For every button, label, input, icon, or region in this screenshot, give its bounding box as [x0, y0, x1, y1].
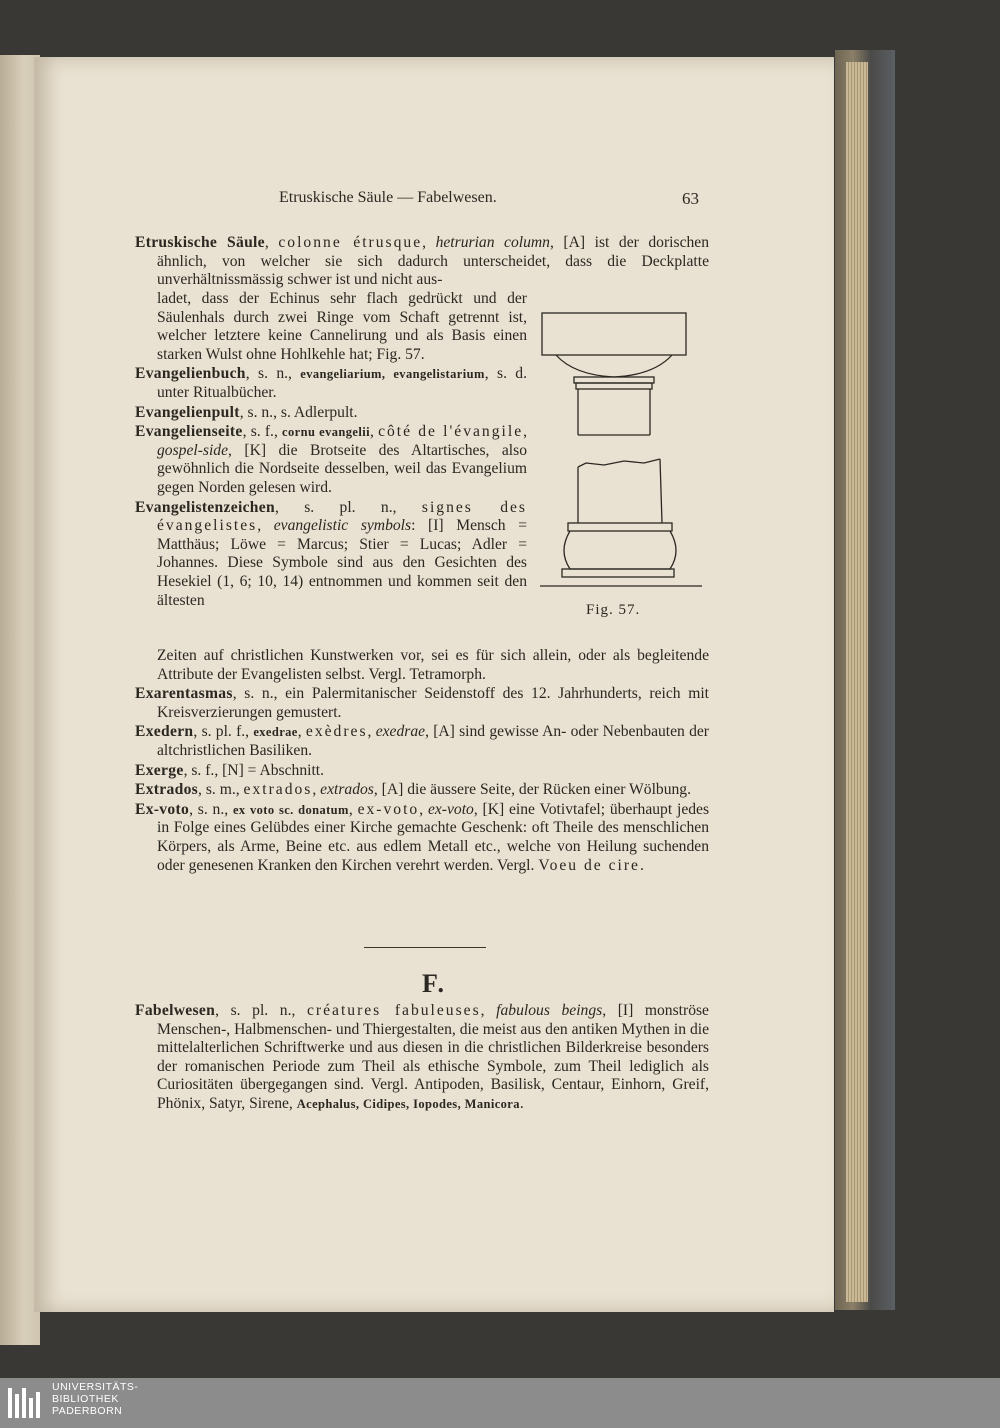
entry-text: Zeiten auf christlichen Kunstwerken vor, sei es für sich allein, oder als begleitende Attribute der Evangelisten selbst. Vergl. Tetramorph.	[157, 647, 709, 683]
book-page	[34, 57, 834, 1312]
entry-text: , [A] ist der dorischen ähnlich, von welcher sie sich dadurch unterscheidet, dass die Deckplatte unverhältnissmässig schwer ist und nicht aus-	[157, 234, 710, 289]
library-name-line: PADERBORN	[52, 1405, 123, 1417]
entry-extrados: Extrados, s. m., extrados, extrados, [A] die äussere Seite, der Rücken einer Wölbung.	[135, 781, 691, 799]
figure-caption: Fig. 57.	[586, 602, 641, 618]
entry-text: , s. n., ein Palermitanischer Seidenstoff des 12. Jahrhunderts, reich mit Kreisverzierungen gemustert.	[157, 685, 709, 721]
column-figure	[534, 307, 714, 687]
entry-text: , s. d. unter Ritualbücher.	[157, 365, 528, 401]
page-number: 63	[682, 189, 699, 208]
english-term: exedrae	[375, 723, 426, 741]
entry-lemma: Exarentasmas	[135, 685, 233, 703]
entry-exedern: Exedern, s. pl. f., exedrae, exèdres, exedrae, [A] sind gewisse An- oder Nebenbauten der altchristlichen Basiliken.	[135, 723, 709, 759]
latin-term: evangeliarium, evangelistarium	[300, 367, 485, 382]
entry-fabelwesen: Fabelwesen, s. pl. n., créatures fabuleuses, fabulous beings, [I] monströse Menschen-, Halbmenschen- und Thiergestalten, die meist aus den antiken Mythen in die mittelalterlichen Schriftwerke und aus diesen in die christlichen Bilderkreise besonders der romanischen Periode zum Theil als ethische Symbole, zum Theil lediglich als Curiositäten übergegangen sind. Vergl. Antipoden, Basilisk, Centaur, Einhorn, Greif, Phönix, Satyr, Sirene, Acephalus, Cidipes, Iopodes, Manicora.	[135, 1002, 709, 1112]
entry-continuation	[135, 647, 709, 684]
french-term: créatures fabuleuses	[306, 1002, 481, 1019]
english-term: hetrurian column	[435, 234, 550, 251]
latin-term: exedrae	[253, 725, 298, 740]
entry-lemma: Exerge	[135, 761, 184, 779]
entry-lemma: Evangelistenzeichen	[135, 498, 275, 516]
entry-evangelienbuch	[135, 365, 527, 402]
entry-block-top	[135, 234, 709, 290]
library-footer	[0, 1378, 1000, 1428]
entry-block-narrow	[135, 290, 527, 611]
entry-evangelistenzeichen: Evangelistenzeichen, s. pl. n., signes des évangelistes, evangelistic symbols: [I] Mensch = Matthäus; Löwe = Marcus; Stier = Lucas; Adler = Johannes. Diese Symbole sind aus den Gesichten des Hesekiel (1, 6; 10, 14) entnommen und kommen seit den ältesten	[135, 498, 527, 609]
entry-lemma: Ex-voto	[135, 800, 190, 818]
entry-etruskische-saeule: Etruskische Säule, colonne étrusque, hetrurian column, [A] ist der dorischen ähnlich, von welcher sie sich dadurch unterscheidet, dass die Deckplatte unverhältnissmässig schwer ist und nicht aus-	[135, 234, 710, 289]
grammar-note: , s. n.,	[245, 365, 301, 383]
french-term: exèdres	[305, 723, 368, 741]
entry-ex-voto: Ex-voto, s. n., ex voto sc. donatum, ex-voto, ex-voto, [K] eine Votivtafel; überhaupt jedes in Folge eines Gelübdes einer Kirche gemachte Geschenk: oft Theile des menschlichen Körpers, als Arme, Beine etc. aus edlem Metall etc., welche von Heilung suchenden oder genesenen Kranken den Kirchen verehrt werden. Vergl. Voeu de cire.	[135, 800, 710, 874]
entry-lemma: Etruskische Säule	[135, 234, 265, 251]
english-term: ex-voto	[427, 800, 474, 818]
grammar-note: , s. pl. n.,	[274, 498, 422, 516]
french-term: côté de l'évangile	[378, 423, 524, 441]
english-term: evangelistic symbols	[273, 517, 412, 535]
latin-term: cornu evangelii	[282, 425, 370, 440]
entry-text: ladet, dass der Echinus sehr flach gedrückt und der Säulenhals durch zwei Ringe vom Schaft getrennt ist, welcher letztere keine Cannelirung und als Basis einen starken Wulst ohne Hohlkehle hat; Fig. 57.	[157, 290, 527, 363]
running-title: Etruskische Säule — Fabelwesen.	[279, 189, 497, 206]
section-divider	[364, 947, 486, 948]
english-term: fabulous beings	[496, 1002, 603, 1019]
page-block-edges	[846, 62, 868, 1302]
entry-evangelienseite: Evangelienseite, s. f., cornu evangelii, côté de l'évangile, gospel-side, [K] die Brotseite des Altartisches, also gewöhnlich die Nordseite desselben, weil das Evangelium gegen Norden gelesen wird.	[135, 423, 528, 496]
grammar-note: , s. m.,	[198, 781, 244, 799]
entry-block-bottom	[135, 647, 709, 876]
library-name	[52, 1381, 138, 1417]
entry-block-f	[135, 1002, 709, 1115]
entry-exarentasmas	[135, 685, 709, 722]
library-name-line: UNIVERSITÄTS-	[52, 1381, 139, 1393]
entry-continuation	[135, 290, 527, 364]
entry-lemma: Evangelienseite	[135, 423, 243, 441]
entry-text: : [I] Mensch = Matthäus; Löwe = Marcus; Stier = Lucas; Adler = Johannes. Diese Symbole sind aus den Gesichten des Hesekiel (1, 6; 10, 14) entnommen und kommen seit den ältesten	[157, 517, 527, 609]
section-heading: F.	[422, 969, 446, 998]
grammar-note: , s. pl. f.,	[193, 723, 254, 741]
entry-lemma: Evangelienpult	[135, 403, 240, 421]
entry-lemma: Evangelienbuch	[135, 365, 246, 383]
entry-lemma: Exedern	[135, 723, 194, 741]
entry-evangelienpult	[135, 404, 527, 423]
entry-text: , [K] eine Votivtafel; überhaupt jedes in Folge eines Gelübdes einer Kirche gemachte Geschenk: oft Theile des menschlichen Körpers, als Arme, Beine etc. aus edlem Metall etc., welche von Heilung suchenden oder genesenen Kranken den Kirchen verehrt werden. Vergl.	[157, 800, 710, 874]
etruscan-column-illustration	[534, 307, 714, 607]
french-term: ex-voto	[357, 800, 420, 818]
running-header	[34, 189, 834, 215]
library-name-line: BIBLIOTHEK	[52, 1393, 119, 1405]
entry-text: , [K] die Brotseite des Altartisches, also gewöhnlich die Nordseite desselben, weil das Evangelium gegen Norden gelesen wird.	[157, 441, 527, 496]
french-term: signes des évangelistes	[157, 498, 527, 535]
entry-text: , s. n., s. Adlerpult.	[239, 403, 358, 421]
entry-text: , [A] die äussere Seite, der Rücken einer Wölbung.	[373, 781, 691, 799]
grammar-note: , s. pl. n.,	[215, 1002, 307, 1019]
entry-end: .	[519, 1094, 524, 1112]
cross-reference: Acephalus, Cidipes, Iopodes, Manicora	[296, 1096, 520, 1111]
latin-term: ex voto sc. donatum	[232, 802, 349, 817]
cross-reference: Voeu de cire.	[538, 856, 646, 874]
entry-text: , [A] sind gewisse An- oder Nebenbauten der altchristlichen Basiliken.	[157, 723, 709, 759]
english-term: extrados	[320, 781, 374, 799]
entry-exerge	[135, 762, 709, 781]
library-logo-icon	[6, 1384, 46, 1422]
entry-text: , [I] monströse Menschen-, Halbmenschen- und Thiergestalten, die meist aus den antiken Mythen in die mittelalterlichen Schriftwerke und aus diesen in die christlichen Bilderkreise besonders der romanischen Periode zum Theil als ethische Symbole, zum Theil lediglich als Curiositäten übergegangen sind. Vergl. Antipoden, Basilisk, Centaur, Einhorn, Greif, Phönix, Satyr, Sirene,	[157, 1002, 709, 1112]
english-term: gospel-side	[157, 441, 229, 459]
french-term: extrados	[243, 781, 313, 799]
grammar-note: , s. f.,	[242, 423, 283, 441]
entry-lemma: Extrados	[135, 781, 199, 799]
entry-text: , s. f., [N] = Abschnitt.	[183, 761, 325, 779]
grammar-note: , s. n.,	[189, 800, 233, 818]
french-term: colonne étrusque	[278, 234, 423, 251]
entry-lemma: Fabelwesen	[135, 1002, 216, 1019]
